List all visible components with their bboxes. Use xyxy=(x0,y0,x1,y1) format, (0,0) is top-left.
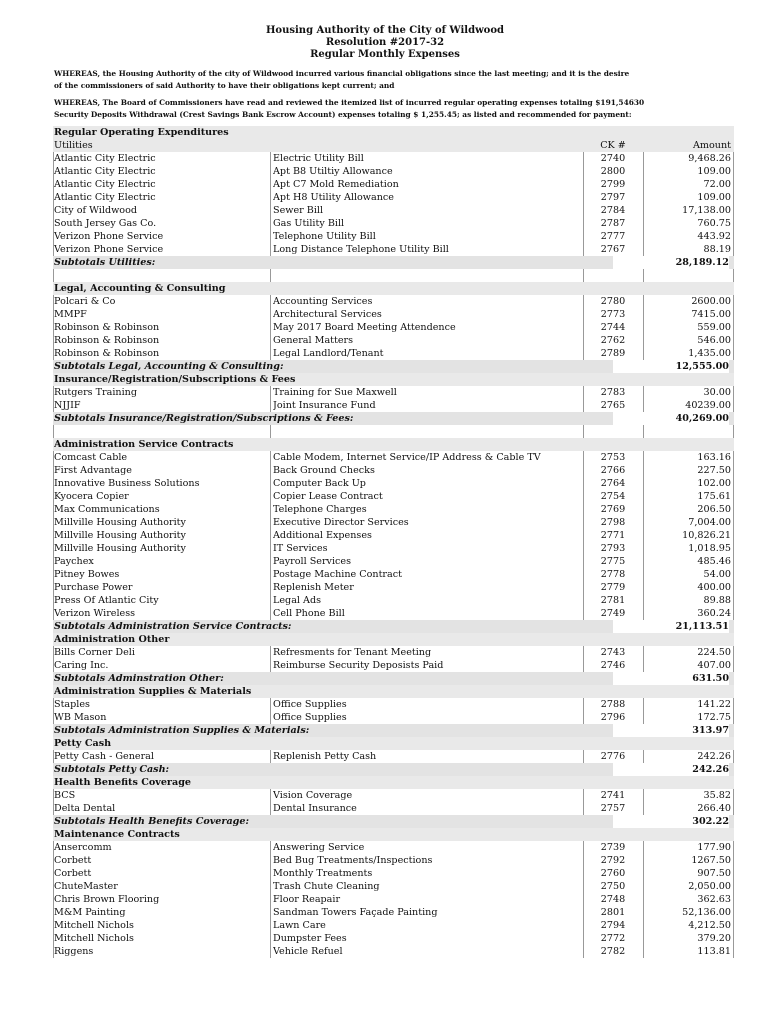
vendor-cell: Verizon Phone Service xyxy=(54,244,164,255)
table-row xyxy=(53,204,734,217)
amount-cell: 109.00 xyxy=(697,192,731,203)
check-number-cell: 2740 xyxy=(600,153,626,164)
check-number-cell: 2748 xyxy=(600,894,626,905)
vendor-cell: Corbett xyxy=(54,855,92,866)
description-cell: Lawn Care xyxy=(273,920,326,931)
check-number-cell: 2743 xyxy=(600,647,626,658)
vendor-cell: Chris Brown Flooring xyxy=(54,894,160,905)
section-header-row xyxy=(53,776,734,789)
amount-cell: 443.92 xyxy=(697,231,731,242)
description-cell: Monthly Treatments xyxy=(273,868,373,879)
table-row xyxy=(53,945,734,958)
description-cell: Back Ground Checks xyxy=(273,465,375,476)
table-row xyxy=(53,841,734,854)
amount-cell: 35.82 xyxy=(703,790,731,801)
description-cell: Replenish Petty Cash xyxy=(273,751,377,762)
table-row xyxy=(53,711,734,724)
check-number-cell: 2797 xyxy=(600,192,626,203)
table-row xyxy=(53,152,734,165)
description-cell: Computer Back Up xyxy=(273,478,366,489)
subtotal-row xyxy=(53,763,734,776)
description-cell: Payroll Services xyxy=(273,556,352,567)
section-title: Insurance/Registration/Subscriptions & Fees xyxy=(54,374,296,385)
table-row xyxy=(53,477,734,490)
description-cell: Telephone Utility Bill xyxy=(273,231,376,242)
description-cell: General Matters xyxy=(273,335,354,346)
whereas-1-line-1: WHEREAS, the Housing Authority of the city of Wildwood incurred various financial obligations since the last meeting; and it is the desire xyxy=(54,69,630,78)
check-number-cell: 2746 xyxy=(600,660,626,671)
check-number-cell: 2749 xyxy=(600,608,626,619)
subtotal-label: Subtotals Administration Service Contracts: xyxy=(54,621,292,632)
table-row xyxy=(53,698,734,711)
amount-cell: 485.46 xyxy=(697,556,731,567)
description-cell: Vision Coverage xyxy=(273,790,353,801)
check-number-cell: 2753 xyxy=(600,452,626,463)
table-row xyxy=(53,451,734,464)
subtotal-label: Subtotals Administration Supplies & Materials: xyxy=(54,725,310,736)
vendor-cell: Mitchell Nichols xyxy=(54,920,134,931)
table-title: Regular Operating Expenditures xyxy=(54,127,229,138)
check-number-cell: 2750 xyxy=(600,881,626,892)
table-row xyxy=(53,854,734,867)
section-header-row xyxy=(53,737,734,750)
check-number-cell: 2744 xyxy=(600,322,626,333)
subtotal-amount: 28,189.12 xyxy=(613,256,729,269)
table-row xyxy=(53,906,734,919)
check-number-cell: 2788 xyxy=(600,699,626,710)
vendor-cell: Verizon Wireless xyxy=(54,608,136,619)
vendor-cell: Millville Housing Authority xyxy=(54,543,186,554)
amount-cell: 40239.00 xyxy=(685,400,731,411)
amount-cell: 88.19 xyxy=(703,244,731,255)
spacer-row xyxy=(53,425,734,438)
subtotal-label: Subtotals Legal, Accounting & Consulting: xyxy=(54,361,284,372)
description-cell: Bed Bug Treatments/Inspections xyxy=(273,855,433,866)
description-cell: Office Supplies xyxy=(273,699,347,710)
section-title: Maintenance Contracts xyxy=(54,829,180,840)
table-row xyxy=(53,542,734,555)
check-number-cell: 2781 xyxy=(600,595,626,606)
subtotal-row xyxy=(53,672,734,685)
description-cell: Office Supplies xyxy=(273,712,347,723)
section-title: Administration Supplies & Materials xyxy=(54,686,252,697)
vendor-cell: Polcari & Co xyxy=(54,296,116,307)
table-row xyxy=(53,568,734,581)
subtotal-row xyxy=(53,412,734,425)
check-number-cell: 2794 xyxy=(600,920,626,931)
amount-column-header: Amount xyxy=(692,140,731,151)
description-cell: Training for Sue Maxwell xyxy=(273,387,397,398)
table-row xyxy=(53,399,734,412)
vendor-cell: Millville Housing Authority xyxy=(54,530,186,541)
table-row xyxy=(53,581,734,594)
check-number-cell: 2798 xyxy=(600,517,626,528)
vendor-cell: Max Communications xyxy=(54,504,160,515)
description-cell: Accounting Services xyxy=(273,296,373,307)
table-row xyxy=(53,347,734,360)
check-number-cell: 2765 xyxy=(600,400,626,411)
section-header-row xyxy=(53,438,734,451)
description-cell: Electric Utility Bill xyxy=(273,153,364,164)
subtotal-amount: 242.26 xyxy=(613,763,729,776)
amount-cell: 546.00 xyxy=(697,335,731,346)
check-number-cell: 2793 xyxy=(600,543,626,554)
table-row xyxy=(53,529,734,542)
amount-cell: 242.26 xyxy=(697,751,731,762)
section-title: Administration Service Contracts xyxy=(54,439,234,450)
check-number-cell: 2784 xyxy=(600,205,626,216)
table-row xyxy=(53,919,734,932)
check-number-cell: 2769 xyxy=(600,504,626,515)
vendor-cell: Kyocera Copier xyxy=(54,491,129,502)
check-number-cell: 2754 xyxy=(600,491,626,502)
table-row xyxy=(53,165,734,178)
table-row xyxy=(53,932,734,945)
section-header-row xyxy=(53,139,734,152)
table-row xyxy=(53,464,734,477)
vendor-cell: NJJIF xyxy=(54,400,81,411)
amount-cell: 109.00 xyxy=(697,166,731,177)
whereas-2-line-2: Security Deposits Withdrawal (Crest Savings Bank Escrow Account) expenses totaling $ 1,255.45; as listed and recommended for payment: xyxy=(54,110,632,119)
table-row xyxy=(53,750,734,763)
check-number-cell: 2739 xyxy=(600,842,626,853)
amount-cell: 1,435.00 xyxy=(688,348,731,359)
amount-cell: 72.00 xyxy=(703,179,731,190)
table-row xyxy=(53,555,734,568)
section-header-row xyxy=(53,373,734,386)
vendor-cell: Innovative Business Solutions xyxy=(54,478,200,489)
description-cell: Architectural Services xyxy=(273,309,382,320)
amount-cell: 141.22 xyxy=(697,699,731,710)
vendor-cell: Comcast Cable xyxy=(54,452,128,463)
whereas-paragraph-1 xyxy=(54,68,754,92)
vendor-cell: Petty Cash - General xyxy=(54,751,154,762)
vendor-cell: ChuteMaster xyxy=(54,881,118,892)
vendor-cell: Delta Dental xyxy=(54,803,116,814)
vendor-cell: City of Wildwood xyxy=(54,205,137,216)
subtotal-row xyxy=(53,360,734,373)
check-number-cell: 2792 xyxy=(600,855,626,866)
subtotal-amount: 313.97 xyxy=(613,724,729,737)
description-cell: Legal Ads xyxy=(273,595,322,606)
description-cell: Vehicle Refuel xyxy=(273,946,343,957)
vendor-cell: Robinson & Robinson xyxy=(54,322,160,333)
table-row xyxy=(53,178,734,191)
table-row xyxy=(53,880,734,893)
table-row xyxy=(53,321,734,334)
description-cell: IT Services xyxy=(273,543,328,554)
amount-cell: 360.24 xyxy=(697,608,731,619)
section-title: Utilities xyxy=(54,140,93,151)
check-number-cell: 2780 xyxy=(600,296,626,307)
vendor-cell: South Jersey Gas Co. xyxy=(54,218,157,229)
vendor-cell: Press Of Atlantic City xyxy=(54,595,159,606)
vendor-cell: Purchase Power xyxy=(54,582,133,593)
amount-cell: 4,212.50 xyxy=(688,920,731,931)
amount-cell: 227.50 xyxy=(697,465,731,476)
check-number-cell: 2773 xyxy=(600,309,626,320)
description-cell: Apt B8 Utiltiy Allowance xyxy=(273,166,393,177)
amount-cell: 206.50 xyxy=(697,504,731,515)
section-header-row xyxy=(53,633,734,646)
amount-cell: 1267.50 xyxy=(691,855,731,866)
vendor-cell: M&M Painting xyxy=(54,907,126,918)
description-cell: Refresments for Tenant Meeting xyxy=(273,647,432,658)
amount-cell: 7415.00 xyxy=(691,309,731,320)
vendor-cell: MMPF xyxy=(54,309,87,320)
subtotal-label: Subtotals Adminstration Other: xyxy=(54,673,224,684)
subtotal-label: Subtotals Insurance/Registration/Subscriptions & Fees: xyxy=(54,413,354,424)
vendor-cell: Staples xyxy=(54,699,90,710)
check-number-cell: 2766 xyxy=(600,465,626,476)
description-cell: Reimburse Security Deposists Paid xyxy=(273,660,444,671)
description-cell: Long Distance Telephone Utility Bill xyxy=(273,244,449,255)
subtotal-row xyxy=(53,724,734,737)
amount-cell: 2,050.00 xyxy=(688,881,731,892)
check-number-cell: 2778 xyxy=(600,569,626,580)
amount-cell: 17,138.00 xyxy=(682,205,731,216)
amount-cell: 7,004.00 xyxy=(688,517,731,528)
ck-column-header: CK # xyxy=(600,140,626,151)
vendor-cell: Mitchell Nichols xyxy=(54,933,134,944)
whereas-1-line-2: of the commissioners of said Authority to have their obligations kept current; and xyxy=(54,81,395,90)
subtotal-amount: 40,269.00 xyxy=(613,412,729,425)
section-title: Health Benefits Coverage xyxy=(54,777,192,788)
table-row xyxy=(53,217,734,230)
table-row xyxy=(53,191,734,204)
subtotal-row xyxy=(53,620,734,633)
vendor-cell: Atlantic City Electric xyxy=(54,179,156,190)
subtotal-row xyxy=(53,815,734,828)
check-number-cell: 2783 xyxy=(600,387,626,398)
table-row xyxy=(53,789,734,802)
table-row xyxy=(53,893,734,906)
table-row xyxy=(53,659,734,672)
description-cell: Joint Insurance Fund xyxy=(273,400,376,411)
subtotal-amount: 631.50 xyxy=(613,672,729,685)
description-cell: Cable Modem, Internet Service/IP Address & Cable TV xyxy=(273,452,541,463)
table-title-row xyxy=(53,126,734,139)
section-header-row xyxy=(53,685,734,698)
description-cell: Cell Phone Bill xyxy=(273,608,345,619)
amount-cell: 266.40 xyxy=(697,803,731,814)
vendor-cell: Verizon Phone Service xyxy=(54,231,164,242)
description-cell: Executive Director Services xyxy=(273,517,409,528)
description-cell: Legal Landlord/Tenant xyxy=(273,348,384,359)
description-cell: Copier Lease Contract xyxy=(273,491,383,502)
subtotal-label: Subtotals Utilities: xyxy=(54,257,156,268)
vendor-cell: Atlantic City Electric xyxy=(54,166,156,177)
check-number-cell: 2775 xyxy=(600,556,626,567)
header-title: Housing Authority of the City of Wildwood xyxy=(265,25,505,36)
description-cell: Trash Chute Cleaning xyxy=(273,881,380,892)
section-title: Administration Other xyxy=(54,634,170,645)
amount-cell: 400.00 xyxy=(697,582,731,593)
amount-cell: 10,826.21 xyxy=(682,530,731,541)
check-number-cell: 2782 xyxy=(600,946,626,957)
check-number-cell: 2767 xyxy=(600,244,626,255)
amount-cell: 52,136.00 xyxy=(682,907,731,918)
table-row xyxy=(53,490,734,503)
spacer-row xyxy=(53,269,734,282)
table-row xyxy=(53,646,734,659)
header-subtitle: Regular Monthly Expenses xyxy=(310,49,460,60)
check-number-cell: 2772 xyxy=(600,933,626,944)
vendor-cell: Millville Housing Authority xyxy=(54,517,186,528)
check-number-cell: 2771 xyxy=(600,530,626,541)
table-row xyxy=(53,503,734,516)
table-row xyxy=(53,802,734,815)
description-cell: Answering Service xyxy=(273,842,365,853)
description-cell: Floor Reapair xyxy=(273,894,341,905)
table-row xyxy=(53,594,734,607)
amount-cell: 224.50 xyxy=(697,647,731,658)
amount-cell: 1,018.95 xyxy=(688,543,731,554)
vendor-cell: Ansercomm xyxy=(54,842,112,853)
section-header-row xyxy=(53,828,734,841)
amount-cell: 89.88 xyxy=(703,595,731,606)
check-number-cell: 2796 xyxy=(600,712,626,723)
vendor-cell: Riggens xyxy=(54,946,94,957)
description-cell: May 2017 Board Meeting Attendence xyxy=(273,322,456,333)
description-cell: Postage Machine Contract xyxy=(273,569,402,580)
amount-cell: 102.00 xyxy=(697,478,731,489)
vendor-cell: Corbett xyxy=(54,868,92,879)
amount-cell: 379.20 xyxy=(697,933,731,944)
vendor-cell: WB Mason xyxy=(54,712,107,723)
expense-table xyxy=(53,126,734,958)
document-header xyxy=(0,25,770,61)
amount-cell: 907.50 xyxy=(697,868,731,879)
section-title: Legal, Accounting & Consulting xyxy=(54,283,226,294)
vendor-cell: Paychex xyxy=(54,556,94,567)
table-row xyxy=(53,308,734,321)
check-number-cell: 2741 xyxy=(600,790,626,801)
table-row xyxy=(53,334,734,347)
check-number-cell: 2801 xyxy=(600,907,626,918)
table-row xyxy=(53,243,734,256)
whereas-paragraph-2 xyxy=(54,97,754,121)
table-row xyxy=(53,867,734,880)
vendor-cell: Pitney Bowes xyxy=(54,569,120,580)
description-cell: Apt H8 Utility Allowance xyxy=(273,192,394,203)
description-cell: Additional Expenses xyxy=(273,530,372,541)
table-row xyxy=(53,230,734,243)
amount-cell: 559.00 xyxy=(697,322,731,333)
amount-cell: 2600.00 xyxy=(691,296,731,307)
vendor-cell: Robinson & Robinson xyxy=(54,335,160,346)
amount-cell: 760.75 xyxy=(697,218,731,229)
check-number-cell: 2787 xyxy=(600,218,626,229)
check-number-cell: 2760 xyxy=(600,868,626,879)
description-cell: Dental Insurance xyxy=(273,803,357,814)
description-cell: Dumpster Fees xyxy=(273,933,347,944)
amount-cell: 163.16 xyxy=(697,452,731,463)
amount-cell: 9,468.26 xyxy=(688,153,731,164)
table-row xyxy=(53,295,734,308)
check-number-cell: 2800 xyxy=(600,166,626,177)
amount-cell: 177.90 xyxy=(697,842,731,853)
check-number-cell: 2757 xyxy=(600,803,626,814)
check-number-cell: 2789 xyxy=(600,348,626,359)
table-row xyxy=(53,516,734,529)
vendor-cell: Atlantic City Electric xyxy=(54,192,156,203)
vendor-cell: Atlantic City Electric xyxy=(54,153,156,164)
table-row xyxy=(53,607,734,620)
check-number-cell: 2799 xyxy=(600,179,626,190)
amount-cell: 54.00 xyxy=(703,569,731,580)
description-cell: Gas Utility Bill xyxy=(273,218,345,229)
amount-cell: 113.81 xyxy=(697,946,731,957)
amount-cell: 407.00 xyxy=(697,660,731,671)
check-number-cell: 2764 xyxy=(600,478,626,489)
section-title: Petty Cash xyxy=(54,738,112,749)
description-cell: Sewer Bill xyxy=(273,205,324,216)
vendor-cell: Rutgers Training xyxy=(54,387,137,398)
description-cell: Apt C7 Mold Remediation xyxy=(273,179,399,190)
table-body xyxy=(53,139,734,958)
check-number-cell: 2776 xyxy=(600,751,626,762)
amount-cell: 30.00 xyxy=(703,387,731,398)
check-number-cell: 2779 xyxy=(600,582,626,593)
vendor-cell: First Advantage xyxy=(54,465,132,476)
vendor-cell: Bills Corner Deli xyxy=(54,647,135,658)
subtotal-label: Subtotals Petty Cash: xyxy=(54,764,170,775)
whereas-2-line-1: WHEREAS, The Board of Commissioners have read and reviewed the itemized list of incurred regular operating expenses totaling $191,54630 xyxy=(54,98,645,107)
vendor-cell: BCS xyxy=(54,790,76,801)
vendor-cell: Robinson & Robinson xyxy=(54,348,160,359)
subtotal-amount: 302.22 xyxy=(613,815,729,828)
subtotal-label: Subtotals Health Benefits Coverage: xyxy=(54,816,250,827)
subtotal-row xyxy=(53,256,734,269)
check-number-cell: 2777 xyxy=(600,231,626,242)
subtotal-amount: 12,555.00 xyxy=(613,360,729,373)
resolution-number: Resolution #2017-32 xyxy=(325,37,445,48)
subtotal-amount: 21,113.51 xyxy=(613,620,729,633)
description-cell: Sandman Towers Façade Painting xyxy=(273,907,438,918)
section-header-row xyxy=(53,282,734,295)
table-row xyxy=(53,386,734,399)
amount-cell: 172.75 xyxy=(697,712,731,723)
description-cell: Telephone Charges xyxy=(273,504,367,515)
description-cell: Replenish Meter xyxy=(273,582,354,593)
check-number-cell: 2762 xyxy=(600,335,626,346)
amount-cell: 362.63 xyxy=(697,894,731,905)
amount-cell: 175.61 xyxy=(697,491,731,502)
vendor-cell: Caring Inc. xyxy=(54,660,109,671)
